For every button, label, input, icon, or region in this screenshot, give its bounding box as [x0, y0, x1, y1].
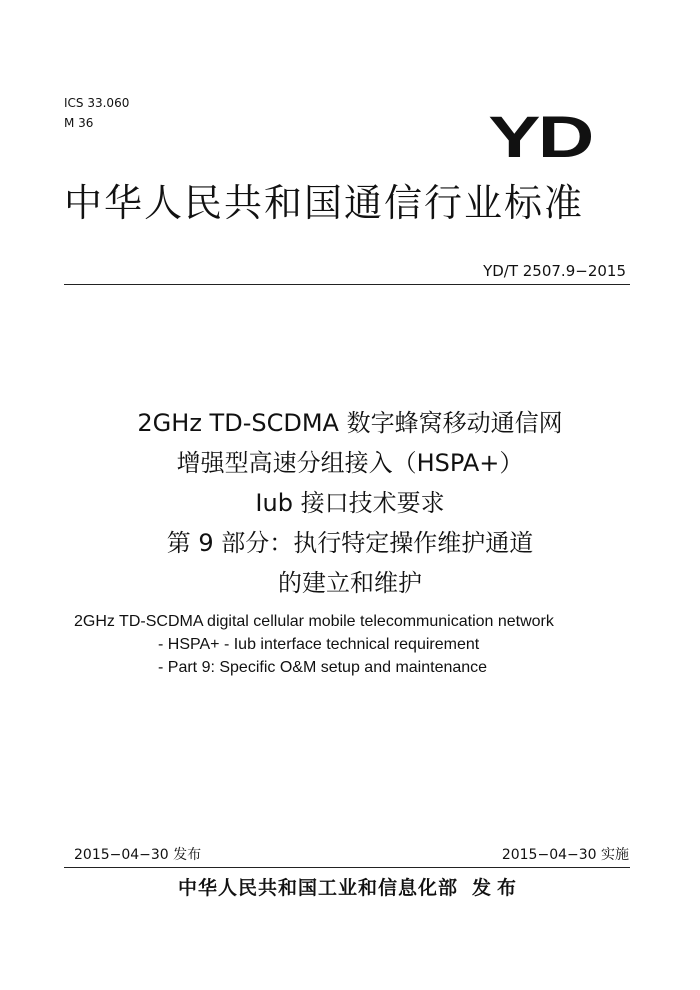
english-title [0, 610, 700, 679]
publisher-line [0, 873, 700, 900]
chinese-title-line: 第 9 部分：执行特定操作维护通道 [166, 529, 534, 557]
issue-date: 2015−04−30 发布 [74, 847, 202, 863]
org-title: 中华人民共和国通信行业标准 [64, 181, 585, 225]
chinese-title-line: 的建立和维护 [278, 569, 422, 597]
publisher-name: 中华人民共和国工业和信息化部 [177, 877, 458, 899]
chinese-title-line: 2GHz TD-SCDMA 数字蜂窝移动通信网 [137, 409, 563, 437]
yd-logo: YD [488, 105, 592, 170]
chinese-title-line: 增强型高速分组接入（HSPA+） [176, 449, 524, 477]
chinese-title-line: Iub 接口技术要求 [255, 489, 445, 517]
bottom-divider [64, 867, 630, 868]
ics-code: ICS 33.060 [64, 96, 130, 110]
classification-codes [64, 93, 129, 133]
top-divider [64, 284, 630, 285]
publisher-verb: 发布 [472, 877, 523, 899]
implementation-date: 2015−04−30 实施 [501, 847, 629, 863]
standard-number: YD/T 2507.9−2015 [483, 262, 626, 280]
ccs-code: M 36 [64, 116, 94, 130]
english-title-line: - Part 9: Specific O&M setup and maintenance [158, 659, 488, 676]
chinese-title [0, 403, 700, 603]
english-title-line: - HSPA+ - Iub interface technical requirement [158, 636, 480, 653]
english-title-line: 2GHz TD-SCDMA digital cellular mobile telecommunication network [74, 613, 554, 630]
